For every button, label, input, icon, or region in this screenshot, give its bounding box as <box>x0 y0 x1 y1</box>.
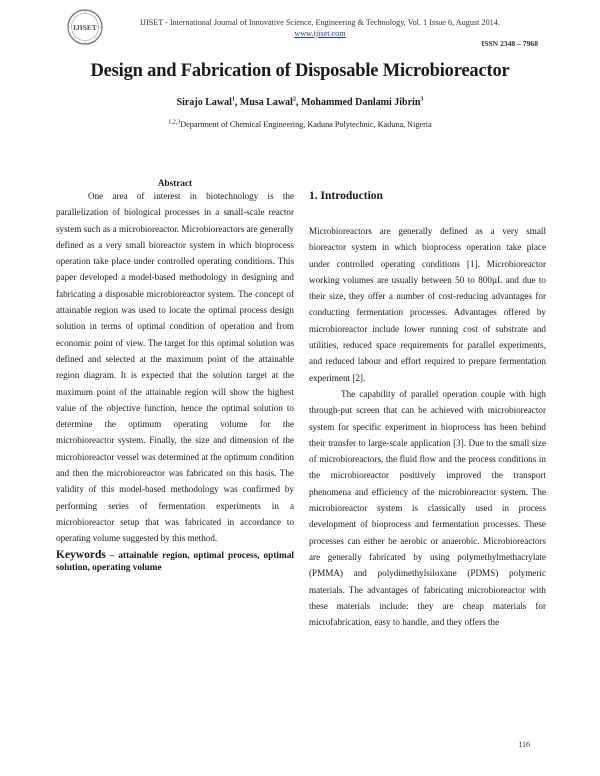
keywords <box>56 549 294 574</box>
keywords-dash: – <box>105 550 119 561</box>
journal-logo <box>66 8 104 46</box>
abstract-text: One area of interest in biotechnology is the parallelization of biological processes in a small-scale reactor system such as a microbioreactor. Microbioreactors are generally defined as a very small bioreactor system in which bioprocess operation take place under controlled operating conditions. This paper developed a model-based methodology in designing and fabricating a disposable microbioreactor system. The concept of attainable region was used to locate the optimal process design solution in terms of optimal condition of operation and from economic point of view. The target for this optimal solution was defined and selected at the maximum point of the attainable region diagram. It is expected that the solution target at the maximum point of the attainable region will show the highest value of the objective function, hence the optimal solution to determine the optimum operating volume for the microbioreactor system. Finally, the size and dimension of the microbioreactor vessel was determined at the optimum condition and then the microbioreactor was fabricated on this basis. The validity of this model-based methodology was confirmed by performing series of fermentation experiments in a microbioreactor setup that was fabricated in accordance to operating volume suggested by this method. <box>56 191 294 544</box>
intro-paragraph-1: Microbioreactors are generally defined as a very small bioreactor system in which bioprocess operation take place under controlled operating conditions [1]. Microbioreactor working volumes are usually between 50 to 800µL and due to their size, they offer a number of cost-reducing advantages for conducting fermentation processes. Advantages offered by microbioreactor include lower running cost of substrate and utilities, reduced space requirements for parallel experiments, and reduced labour and effort required to prepare fermentation experiment [2]. <box>309 226 546 383</box>
affiliation-sup: 1,2,3 <box>168 119 181 126</box>
abstract-heading: Abstract <box>157 178 193 188</box>
author-3-sup: 3 <box>420 96 424 103</box>
page-number: 116 <box>518 740 530 749</box>
issn: ISSN 2348 – 7968 <box>481 39 538 48</box>
journal-header <box>110 17 530 39</box>
affiliation-text: Department of Chemical Engineering, Kaduna Polytechnic, Kaduna, Nigeria <box>180 120 432 129</box>
journal-logo-emblem <box>66 8 104 46</box>
paper-title: Design and Fabrication of Disposable Microbioreactor <box>90 61 510 81</box>
author-1-sup: 1 <box>231 96 235 103</box>
intro-paragraph-2: The capability of parallel operation couple with high through-put screen that can be achieved with microbioreactor system for specific experiment in bioprocess has been behind their transfer to large-scale application [3]. Due to the small size of microbioreactors, the fluid flow and the process conditions in the microbioreactor positively improved the transport phenomena and efficiency of the microbioreactor system. The microbioreactor system is classically used in process development of bioprocess and fermentation processes. These processes can either be aerobic or anaerobic. Microbioreactors are generally fabricated by using polymethylmethacrylate (PMMA) and polydimethylsiloxane (PDMS) polymeric materials. The advantages of fabricating microbioreactor with these materials include: they are cheap materials for microfabrication, easy to handle, and they offers the <box>309 388 546 628</box>
journal-url-link[interactable]: www.ijiset.com <box>294 29 346 38</box>
keywords-label: Keywords <box>56 548 106 561</box>
section-heading-introduction: 1. Introduction <box>309 190 383 202</box>
author-3: Mohammed Danlami Jibrin <box>300 97 421 108</box>
keywords-list: attainable region, optimal process, optimal solution, operating volume <box>56 550 294 573</box>
author-2-sup: 2 <box>292 96 296 103</box>
author-2: Musa Lawal <box>239 97 293 108</box>
logo-text: IJISET <box>73 23 97 32</box>
introduction-column <box>309 223 546 630</box>
affiliation <box>0 120 600 129</box>
journal-line: IJISET - International Journal of Innovative Science, Engineering & Technology, Vol. 1 Issue 6, August 2014. <box>140 18 500 27</box>
authors: Sirajo Lawal$^1$, Musa Lawal$^2$, Mohammed Danlami Jibrin$^3$ <box>176 96 424 108</box>
author-1: Sirajo Lawal <box>176 97 232 108</box>
abstract-column <box>56 178 294 574</box>
